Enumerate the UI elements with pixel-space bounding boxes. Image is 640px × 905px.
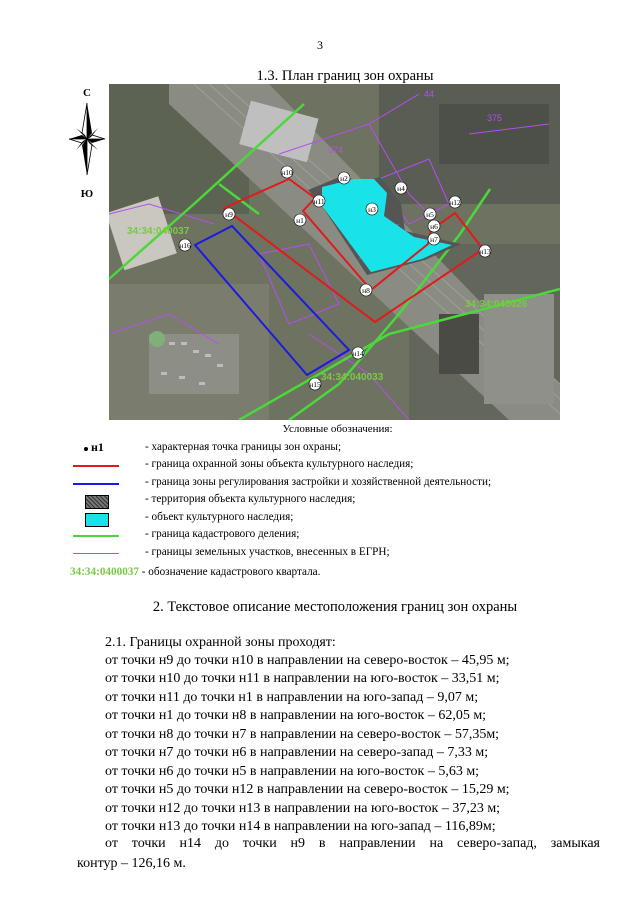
cadastral-quarter-text: - обозначение кадастрового квартала. — [138, 566, 321, 578]
boundary-point-n6 — [428, 220, 440, 232]
purple-line-icon — [70, 545, 120, 562]
legend-point-label: н1 — [91, 440, 104, 454]
legend-row-regulation-zone — [0, 475, 640, 492]
svg-text:н6: н6 — [430, 222, 438, 231]
quarter-label-040033: 34:34:040033 — [321, 372, 384, 383]
svg-text:н1: н1 — [296, 216, 304, 225]
legend-row-cadastral-division — [0, 527, 640, 544]
boundary-point-n7 — [428, 233, 440, 245]
compass-rose-icon — [62, 84, 112, 202]
boundary-line: от точки н6 до точки н5 в направлении на юго-восток – 5,63 м; — [105, 764, 480, 779]
svg-text:н12: н12 — [449, 198, 461, 207]
compass-north-label: С — [83, 87, 91, 99]
boundary-line: от точки н1 до точки н8 в направлении на юго-восток – 62,05 м; — [105, 708, 487, 723]
boundary-line-closing: от точки н14 до точки н9 в направлении на северо-запад, замыкая — [105, 836, 600, 851]
boundary-line: от точки н13 до точки н14 в направлении на юго-запад – 116,89м; — [105, 819, 496, 834]
boundary-point-n1 — [294, 214, 306, 226]
svg-text:н14: н14 — [352, 349, 364, 358]
boundary-point-symbol-icon — [70, 440, 120, 457]
svg-text:н11: н11 — [313, 197, 325, 206]
boundary-point-n14 — [352, 347, 364, 359]
legend-item-text: - граница кадастрового деления; — [145, 528, 300, 540]
boundary-line: от точки н10 до точки н11 в направлении на юго-восток – 33,51 м; — [105, 671, 500, 686]
legend-cadastral-quarter — [70, 566, 320, 578]
legend-row-land-parcels — [0, 545, 640, 562]
legend-item-text: - объект культурного наследия; — [145, 511, 294, 523]
boundary-point-n11 — [313, 195, 325, 207]
svg-text:н13: н13 — [479, 247, 491, 256]
boundary-point-n15 — [309, 378, 321, 390]
legend-item-text: - граница зоны регулирования застройки и хозяйственной деятельности; — [145, 476, 492, 488]
parcel-label-375: 375 — [487, 113, 503, 123]
parcel-label-44: 44 — [424, 89, 435, 99]
svg-text:н2: н2 — [340, 174, 348, 183]
legend-item-text: - территория объекта культурного наследия; — [145, 493, 356, 505]
legend-row-heritage-object — [0, 510, 640, 527]
boundary-point-n13 — [479, 245, 491, 257]
legend-item-text: - граница охранной зоны объекта культурного наследия; — [145, 458, 414, 470]
legend-row-point — [0, 440, 640, 457]
boundary-point-n8 — [360, 284, 372, 296]
green-line-icon — [70, 527, 120, 544]
legend-item-text: - характерная точка границы зон охраны; — [145, 441, 342, 453]
boundary-line: от точки н9 до точки н10 в направлении на северо-восток – 45,95 м; — [105, 653, 510, 668]
blue-line-icon — [70, 475, 120, 492]
boundary-point-n9 — [223, 208, 235, 220]
legend-row-protection-zone — [0, 457, 640, 474]
boundary-point-n12 — [449, 196, 461, 208]
boundary-line: от точки н12 до точки н13 в направлении на юго-восток – 37,23 м; — [105, 801, 501, 816]
cadastral-quarter-code: 34:34:0400037 — [70, 566, 139, 578]
boundary-point-n2 — [338, 172, 350, 184]
boundary-point-n16 — [179, 239, 191, 251]
boundary-point-n3 — [366, 203, 378, 215]
boundary-line: от точки н5 до точки н12 в направлении на северо-восток – 15,29 м; — [105, 782, 510, 797]
svg-text:н16: н16 — [179, 241, 191, 250]
red-line-icon — [70, 457, 120, 474]
boundary-line: от точки н7 до точки н6 в направлении на северо-запад – 7,33 м; — [105, 745, 489, 760]
svg-text:н5: н5 — [426, 210, 434, 219]
cyan-area-icon — [70, 510, 120, 527]
hatched-area-icon — [70, 492, 120, 509]
parcel-label-374: 374 — [328, 145, 344, 155]
boundary-line: от точки н11 до точки н1 в направлении на юго-запад – 9,07 м; — [105, 690, 479, 705]
boundary-point-n4 — [395, 182, 407, 194]
boundary-point-n5 — [424, 208, 436, 220]
svg-text:н7: н7 — [430, 235, 438, 244]
legend-row-heritage-territory — [0, 492, 640, 509]
svg-text:н4: н4 — [397, 184, 405, 193]
page-number: 3 — [317, 38, 323, 52]
svg-text:н10: н10 — [281, 168, 293, 177]
boundary-line: от точки н8 до точки н7 в направлении на северо-восток – 57,35м; — [105, 727, 500, 742]
quarter-label-040026: 34:34:040026 — [465, 299, 528, 310]
svg-text:н15: н15 — [309, 380, 321, 389]
legend-item-text: - границы земельных участков, внесенных в ЕГРН; — [145, 546, 390, 558]
plan-title: 1.3. План границ зон охраны — [256, 68, 434, 84]
zone-plan-map — [109, 84, 560, 420]
subsection-title: 2.1. Границы охранной зоны проходят: — [105, 635, 336, 650]
boundary-point-n10 — [281, 166, 293, 178]
quarter-label-040037: 34:34:040037 — [127, 226, 190, 237]
legend-title: Условные обозначения: — [282, 423, 393, 435]
svg-text:н8: н8 — [362, 286, 370, 295]
svg-text:н3: н3 — [368, 205, 376, 214]
svg-text:н9: н9 — [225, 210, 233, 219]
section-title: 2. Текстовое описание местоположения границ зон охраны — [152, 599, 518, 615]
boundary-line-closing-end: контур – 126,16 м. — [77, 856, 186, 871]
compass-south-label: Ю — [80, 188, 94, 200]
